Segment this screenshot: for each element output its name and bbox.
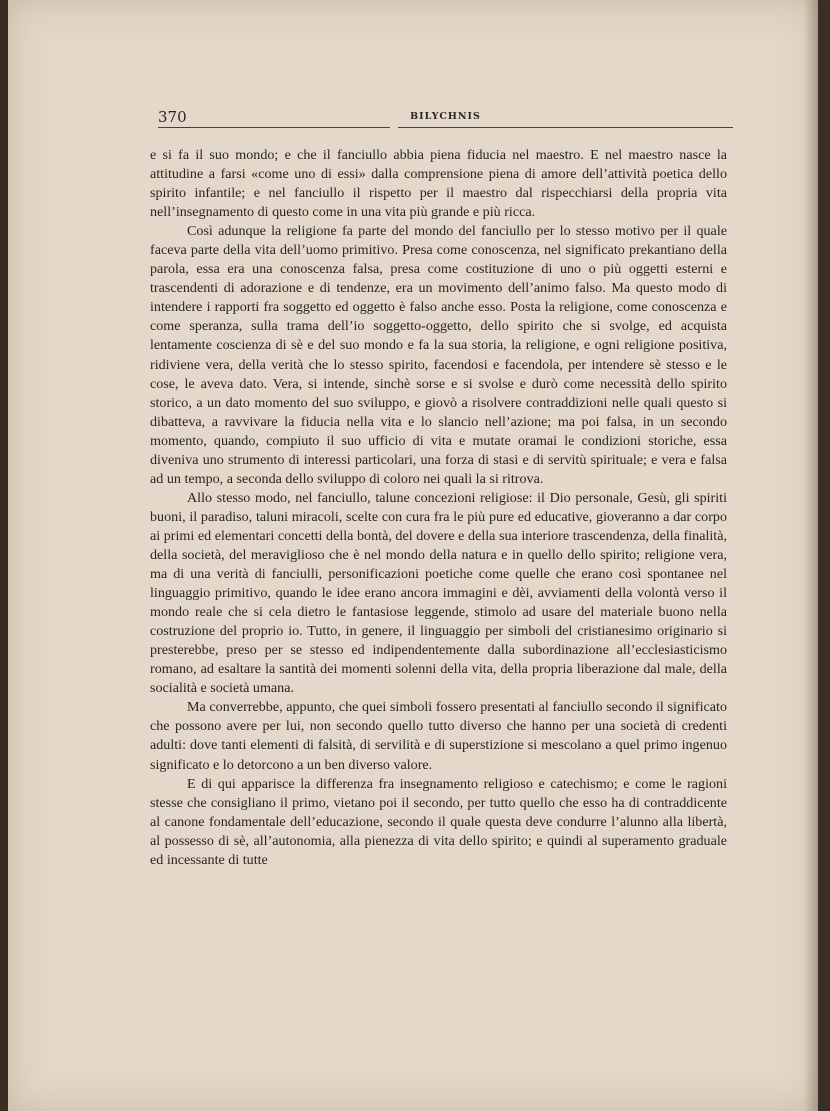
page-number: 370	[158, 108, 187, 126]
body-text	[150, 146, 727, 870]
page-header	[158, 108, 733, 130]
paragraph: Allo stesso modo, nel fanciullo, talune concezioni religiose: il Dio personale, Gesù, gli spiriti buoni, il paradiso, taluni miracoli, scelte con cura fra le più pure ed educative, gioveranno a dar corpo ai primi ed elementari concetti della bontà, del dovere e della sua interiore trascendenza, della finalità, della società, del meraviglioso che è nel mondo della natura e in quello dello spirito; religione vera, ma di una verità di fanciulli, personificazioni poetiche come quelle che erano così spontanee nel linguaggio primitivo, quando le idee erano ancora immagini e dèi, avviamenti della volontà verso il mondo reale che si cela dietro le fantasiose leggende, stimolo ad usare del materiale buono nella costruzione del proprio io. Tutto, in genere, il linguaggio per simboli del cristianesimo originario si presterebbe, preso per se stesso ed indipendentemente dalla subordinazione all’ecclesiasticismo romano, ad esaltare la santità dei momenti solenni della vita, della propria liberazione dal male, della socialità e società umana.	[150, 489, 727, 697]
paragraph: Ma converrebbe, appunto, che quei simboli fossero presentati al fanciullo secondo il significato che possono avere per lui, non secondo quello tutto diverso che hanno per una società di credenti adulti: dove tanti elementi di falsità, di servilità e di superstizione si mescolano a quel primo ingenuo significato e lo detorcono a un ben diverso valore.	[150, 699, 727, 773]
paragraph: Così adunque la religione fa parte del mondo del fanciullo per lo stesso motivo per il quale faceva parte della vita dell’uomo primitivo. Presa come conoscenza, nel significato prekantiano della parola, essa era una conoscenza falsa, presa come costituzione di uno o più oggetti esterni e trascendenti di adorazione e di tendenze, era un movimento dell’animo falso. Ma questo modo di intendere i rapporti fra soggetto ed oggetto è falso anche esso. Posta la religione, come conoscenza e come speranza, sulla trama dell’io soggetto-oggetto, dello spirito che si svolge, ed acquista lentamente coscienza di sè e del suo mondo e fa la sua storia, la religione, e ogni religione positiva, ridiviene vera, della verità che lo stesso spirito, facendosi e facendola, per intendere sè stesso e le cose, le aveva dato. Vera, si intende, sinchè sorse e si svolse e durò come necessità dello spirito storico, a un dato momento del suo sviluppo, e giovò a risolvere contraddizioni nelle quali questo si dibatteva, a ravvivare la fiducia nella vita e lo slancio nell’azione; ma poi falsa, in un secondo momento, quando, compiuto il suo ufficio di vita e mutate oramai le condizioni storiche, essa diveniva uno strumento di interessi particolari, una forza di stasi e di servitù spirituale; e vera e falsa ad un tempo, a seconda dello sviluppo di coloro nei quali la si ritrova.	[150, 223, 727, 487]
header-rule-right	[398, 127, 733, 128]
running-title: BILYCHNIS	[410, 111, 481, 122]
paragraph: E di qui apparisce la differenza fra insegnamento religioso e catechismo; e come le ragioni stesse che consigliano il primo, vietano poi il secondo, per tutto quello che esso ha di contraddicente al canone fondamentale dell’educazione, secondo il quale questa deve condurre l’alunno alla libertà, al possesso di sè, all’autonomia, alla pienezza di vita dello spirito; e quindi al superamento graduale ed incessante di tutte	[150, 775, 727, 868]
paragraph: e si fa il suo mondo; e che il fanciullo abbia piena fiducia nel maestro. E nel maestro nasce la attitudine a farsi «come uno di essi» dalla comprensione piena di amore dell’attività poetica dello spirito infantile; e nel fanciullo il rispetto per il maestro dal rispecchiarsi della propria vita nell’insegnamento di questo come in una vita più grande e più ricca.	[150, 147, 727, 221]
header-rule-left	[158, 127, 390, 128]
